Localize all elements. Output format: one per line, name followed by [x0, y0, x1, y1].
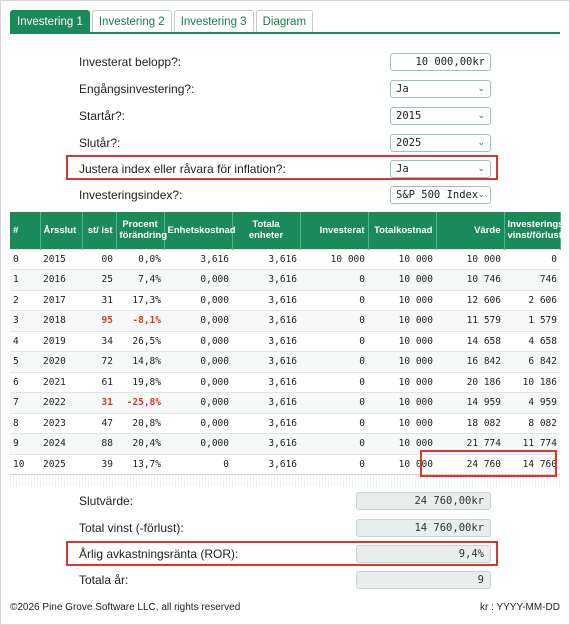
final-value-label: Slutvärde: — [79, 494, 134, 508]
table-cell: 88 — [82, 434, 116, 455]
table-cell: 2025 — [40, 454, 82, 475]
table-cell: 10 000 — [368, 270, 436, 291]
table-cell: 0 — [300, 393, 368, 414]
form-row-amount — [0, 51, 570, 73]
tab-diagram[interactable]: Diagram — [256, 10, 313, 33]
table-cell: 14 760 — [504, 454, 560, 475]
result-row-total-years — [0, 570, 570, 590]
table-cell: 20,4% — [116, 434, 164, 455]
column-header: st/ ist — [82, 212, 116, 249]
table-cell: 8 — [10, 413, 40, 434]
format-hint: kr : YYYY-MM-DD — [479, 602, 560, 613]
form-row-start-year — [0, 105, 570, 127]
chevron-down-icon: ⌄ — [477, 84, 485, 94]
table-cell: 746 — [504, 270, 560, 291]
table-cell: -8,1% — [116, 311, 164, 332]
table-cell: 3,616 — [232, 249, 300, 270]
table-cell: 2019 — [40, 331, 82, 352]
column-header: Investerat — [300, 212, 368, 249]
table-cell: 10 000 — [368, 290, 436, 311]
table-cell: 2020 — [40, 352, 82, 373]
table-cell: 2015 — [40, 249, 82, 270]
chevron-down-icon: ⌄ — [477, 111, 485, 121]
table-cell: 0,0% — [116, 249, 164, 270]
lump-sum-label: Engångsinvestering?: — [79, 82, 195, 96]
start-year-select[interactable] — [390, 107, 491, 125]
table-cell: 3,616 — [232, 352, 300, 373]
table-cell: 16 842 — [436, 352, 504, 373]
table-cell: 3,616 — [232, 434, 300, 455]
table-cell: 10 000 — [368, 372, 436, 393]
table-cell: 25 — [82, 270, 116, 291]
total-gain-output: 14 760,00kr — [356, 519, 491, 537]
table-cell: 0 — [300, 331, 368, 352]
table-row — [10, 249, 560, 270]
table-cell: 6 842 — [504, 352, 560, 373]
form-row-end-year — [0, 132, 570, 154]
table-cell: 10 186 — [504, 372, 560, 393]
table-cell: 10 — [10, 454, 40, 475]
table-row — [10, 372, 560, 393]
column-header: Enhetskostnad — [164, 212, 232, 249]
table-row — [10, 393, 560, 414]
table-cell: 10 000 — [368, 413, 436, 434]
table-cell: -25,8% — [116, 393, 164, 414]
table-cell: 10 000 — [368, 454, 436, 475]
total-years-label: Totala år: — [79, 573, 129, 587]
table-cell: 95 — [82, 311, 116, 332]
table-cell: 3,616 — [232, 372, 300, 393]
table-row — [10, 413, 560, 434]
table-cell: 2024 — [40, 434, 82, 455]
lump-sum-select[interactable] — [390, 80, 491, 98]
chevron-down-icon: ⌄ — [477, 164, 485, 174]
table-cell: 0 — [504, 249, 560, 270]
table-row — [10, 352, 560, 373]
results-table — [10, 212, 564, 475]
end-year-select[interactable] — [390, 134, 491, 152]
ror-highlight-box — [66, 541, 498, 566]
table-cell: 12 606 — [436, 290, 504, 311]
table-cell: 7,4% — [116, 270, 164, 291]
table-cell: 2022 — [40, 393, 82, 414]
ror-label: Årlig avkastningsränta (ROR): — [79, 547, 239, 561]
table-row — [10, 290, 560, 311]
table-cell: 0 — [300, 352, 368, 373]
table-cell: 2 — [10, 290, 40, 311]
table-cell: 0,000 — [164, 393, 232, 414]
table-cell: 26,5% — [116, 331, 164, 352]
start-year-label: Startår?: — [79, 109, 126, 123]
tab-investering-3[interactable]: Investering 3 — [174, 10, 254, 33]
table-cell: 9 — [10, 434, 40, 455]
table-cell: 0 — [300, 413, 368, 434]
table-cell: 10 000 — [368, 434, 436, 455]
table-cell: 10 746 — [436, 270, 504, 291]
column-header: Årsslut — [40, 212, 82, 249]
end-year-label: Slutår?: — [79, 136, 121, 150]
table-cell: 1 — [10, 270, 40, 291]
table-cell: 17,3% — [116, 290, 164, 311]
inflation-value: Ja — [396, 163, 409, 175]
start-year-value: 2015 — [396, 110, 422, 122]
table-cell: 21 774 — [436, 434, 504, 455]
table-cell: 2023 — [40, 413, 82, 434]
column-header: Totalkostnad — [368, 212, 436, 249]
table-cell: 20,8% — [116, 413, 164, 434]
table-cell: 10 000 — [436, 249, 504, 270]
tab-bar — [10, 10, 313, 33]
table-cell: 0,000 — [164, 290, 232, 311]
ror-output: 9,4% — [356, 545, 491, 563]
table-cell: 1 579 — [504, 311, 560, 332]
table-cell: 39 — [82, 454, 116, 475]
table-cell: 0,000 — [164, 270, 232, 291]
column-header: Värde — [436, 212, 504, 249]
index-value: S&P 500 Index — [396, 189, 479, 201]
final-value-output: 24 760,00kr — [356, 492, 491, 510]
table-cell: 7 — [10, 393, 40, 414]
table-cell: 10 000 — [368, 331, 436, 352]
form-row-lump-sum — [0, 78, 570, 100]
end-year-value: 2025 — [396, 137, 422, 149]
table-cell: 3,616 — [232, 413, 300, 434]
tab-investering-1[interactable]: Investering 1 — [10, 10, 90, 33]
table-cell: 2017 — [40, 290, 82, 311]
table-cell: 10 000 — [368, 249, 436, 270]
table-cell: 13,7% — [116, 454, 164, 475]
table-cell: 61 — [82, 372, 116, 393]
table-cell: 34 — [82, 331, 116, 352]
table-cell: 0,000 — [164, 413, 232, 434]
table-cell: 31 — [82, 393, 116, 414]
index-select[interactable] — [390, 186, 491, 204]
lump-sum-value: Ja — [396, 83, 409, 95]
table-cell: 4 658 — [504, 331, 560, 352]
table-cell: 3,616 — [232, 331, 300, 352]
copyright-text: ©2026 Pine Grove Software LLC, all rights reserved — [10, 602, 241, 613]
table-row — [10, 331, 560, 352]
column-header: Procent förändring — [116, 212, 164, 249]
table-cell: 0,000 — [164, 311, 232, 332]
chevron-down-icon: ⌄ — [477, 138, 485, 148]
table-cell: 20 186 — [436, 372, 504, 393]
table-cell: 0 — [300, 454, 368, 475]
table-body — [10, 249, 560, 475]
table-cell: 14,8% — [116, 352, 164, 373]
table-cell: 31 — [82, 290, 116, 311]
inflation-label: Justera index eller råvara för inflation?: — [79, 162, 286, 176]
table-cell: 3,616 — [164, 249, 232, 270]
total-years-output: 9 — [356, 571, 491, 589]
inflation-highlight-box — [66, 155, 498, 180]
amount-label: Investerat belopp?: — [79, 55, 182, 69]
table-cell: 10 000 — [368, 311, 436, 332]
index-label: Investeringsindex?: — [79, 188, 183, 202]
table-cell: 6 — [10, 372, 40, 393]
table-cell: 2018 — [40, 311, 82, 332]
form-row-index — [0, 184, 570, 206]
table-cell: 10 000 — [368, 352, 436, 373]
table-cell: 0 — [300, 311, 368, 332]
table-cell: 2 606 — [504, 290, 560, 311]
total-gain-label: Total vinst (-förlust): — [79, 521, 184, 535]
table-cell: 10 000 — [300, 249, 368, 270]
table-cell: 3,616 — [232, 270, 300, 291]
table-cell: 0,000 — [164, 372, 232, 393]
table-cell: 3,616 — [232, 454, 300, 475]
amount-input[interactable]: 10 000,00kr — [390, 53, 491, 71]
tab-investering-2[interactable]: Investering 2 — [92, 10, 172, 33]
table-row — [10, 270, 560, 291]
chevron-down-icon: ⌄ — [477, 190, 485, 200]
result-row-final-value — [0, 491, 570, 511]
table-cell: 00 — [82, 249, 116, 270]
table-cell: 0 — [300, 290, 368, 311]
table-cell: 5 — [10, 352, 40, 373]
table-cell: 3 — [10, 311, 40, 332]
table-cell: 3,616 — [232, 393, 300, 414]
table-cell: 10 000 — [368, 393, 436, 414]
table-cell: 0 — [300, 434, 368, 455]
table-cell: 14 658 — [436, 331, 504, 352]
table-cell: 11 774 — [504, 434, 560, 455]
table-cell: 0 — [300, 270, 368, 291]
table-cell: 0 — [10, 249, 40, 270]
table-cell: 4 959 — [504, 393, 560, 414]
table-cell: 4 — [10, 331, 40, 352]
table-header-row — [10, 212, 560, 249]
table-cell: 24 760 — [436, 454, 504, 475]
column-header: Totala enheter — [232, 212, 300, 249]
table-cell: 11 579 — [436, 311, 504, 332]
table-cell: 0,000 — [164, 434, 232, 455]
column-header: Investerings vinst/förlust — [504, 212, 560, 249]
table-cell: 0 — [164, 454, 232, 475]
final-value-highlight-box — [420, 450, 557, 477]
table-cell: 0,000 — [164, 331, 232, 352]
table-cell: 19,8% — [116, 372, 164, 393]
table-cell: 0 — [300, 372, 368, 393]
table-cell: 2016 — [40, 270, 82, 291]
table-cell: 8 082 — [504, 413, 560, 434]
footer — [10, 602, 560, 613]
table-cell: 18 082 — [436, 413, 504, 434]
table-cell: 2021 — [40, 372, 82, 393]
column-header: # — [10, 212, 40, 249]
table-cell: 0,000 — [164, 352, 232, 373]
table-cell: 72 — [82, 352, 116, 373]
table-cell: 47 — [82, 413, 116, 434]
table-cell: 14 959 — [436, 393, 504, 414]
table-cell: 3,616 — [232, 311, 300, 332]
tab-underline — [10, 32, 560, 34]
table-row — [10, 311, 560, 332]
table-cell: 3,616 — [232, 290, 300, 311]
result-row-total-gain — [0, 518, 570, 538]
